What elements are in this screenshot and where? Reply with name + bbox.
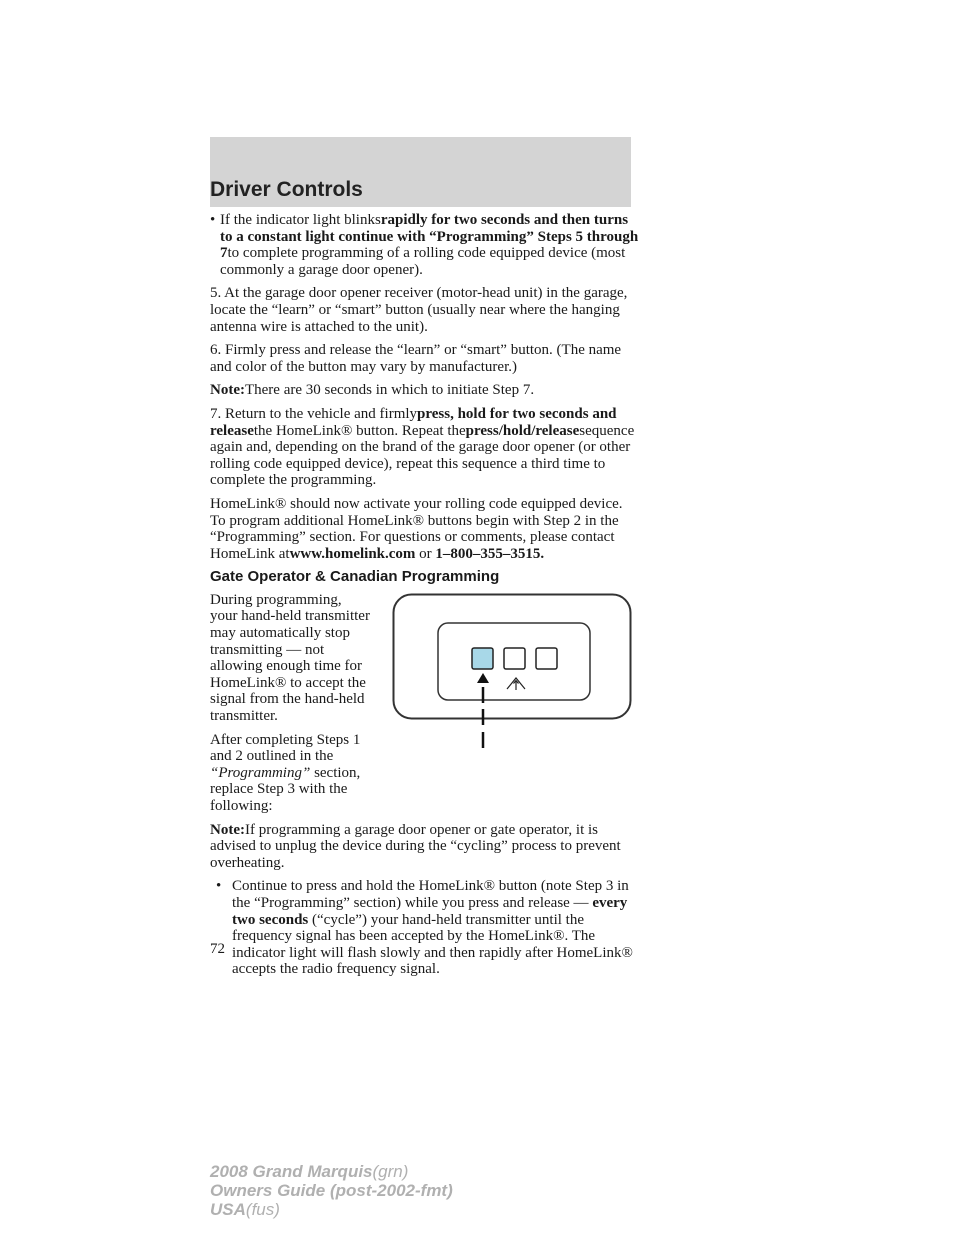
homelink-contact bbox=[210, 496, 640, 562]
bullet2-c: (“cycle”) your hand-held transmitter until the frequency signal has been accepted by the HomeLink®. The indicator light will flash slowly and then rapidly after HomeLink® accepts the radio frequency signal. bbox=[232, 911, 633, 978]
bullet-cycle bbox=[210, 878, 640, 978]
gate2-c: section, replace Step 3 with the following: bbox=[210, 764, 361, 814]
homelink-text: HomeLink® should now activate your rolling code equipped device. To program additional HomeLink® buttons begin with Step 2 in the “Programming” section. For questions or comments, please contact HomeLink at bbox=[210, 495, 623, 562]
homelink-panel-outline bbox=[438, 623, 590, 700]
gate2-b: “Programming” bbox=[210, 764, 311, 781]
footer-market-code: (fus) bbox=[245, 1200, 280, 1219]
note-30-seconds bbox=[210, 382, 640, 399]
step-6: 6. Firmly press and release the “learn” or “smart” button. (The name and color of the button may vary by manufacturer.) bbox=[210, 342, 622, 375]
step-5: 5. At the garage door opener receiver (motor-head unit) in the garage, locate the “learn” or “smart” button (usually near where the hanging antenna wire is attached to the unit). bbox=[210, 285, 628, 335]
homelink-or: or bbox=[419, 545, 432, 562]
gate-paragraph-1: During programming, your hand-held transmitter may automatically stop transmitting — not allowing enough time for HomeLink® to accept the signal from the hand-held transmitter. bbox=[210, 591, 370, 725]
bullet2-b: every two seconds bbox=[232, 894, 628, 928]
homelink-url: www.homelink.com bbox=[289, 545, 416, 562]
footer-line-3 bbox=[210, 1200, 453, 1219]
note-unplug bbox=[210, 822, 640, 872]
footer-line-2 bbox=[210, 1181, 453, 1200]
note1-text: There are 30 seconds in which to initiate Step 7. bbox=[244, 382, 535, 399]
step-7 bbox=[210, 406, 640, 489]
footer-line-1 bbox=[210, 1162, 453, 1181]
bullet-indicator-blinks bbox=[210, 212, 640, 278]
bullet2-a: Continue to press and hold the HomeLink® button (note Step 3 in the “Programming” section) while you press and release — bbox=[232, 878, 629, 911]
footer-model-code: (grn) bbox=[372, 1162, 409, 1181]
step7-b: press, hold for two seconds and release bbox=[210, 405, 617, 439]
homelink-diagram bbox=[392, 593, 632, 753]
page-number: 72 bbox=[210, 941, 225, 957]
bullet1-lead: If the indicator light blinks bbox=[220, 212, 381, 228]
gate2-a: After completing Steps 1 and 2 outlined in the bbox=[210, 731, 361, 765]
document-footer bbox=[210, 1162, 453, 1219]
footer-model: 2008 Grand Marquis bbox=[210, 1162, 373, 1181]
bullet1-bold: rapidly for two seconds and then turns to a constant light continue with “Programming” Steps 5 through 7 bbox=[220, 212, 639, 262]
step7-d: press/hold/release bbox=[465, 422, 580, 439]
step7-e: sequence again and, depending on the brand of the garage door opener (or other rolling code equipped device), repeat this sequence a third time to complete the programming. bbox=[210, 422, 635, 489]
house-icon bbox=[507, 678, 525, 690]
homelink-button-1 bbox=[472, 648, 493, 669]
note1-label: Note: bbox=[210, 382, 245, 399]
gate-paragraph-2 bbox=[210, 732, 370, 815]
step7-c: the HomeLink® button. Repeat the bbox=[253, 422, 466, 439]
note2-text: If programming a garage door opener or gate operator, it is advised to unplug the device during the “cycling” process to prevent overheating. bbox=[210, 821, 621, 871]
page-title: Driver Controls bbox=[210, 178, 363, 201]
bullet1-tail: to complete programming of a rolling code equipped device (most commonly a garage door opener). bbox=[220, 245, 626, 278]
footer-market: USA bbox=[210, 1200, 246, 1219]
note2-label: Note: bbox=[210, 821, 245, 838]
homelink-button-3 bbox=[536, 648, 557, 669]
homelink-button-2 bbox=[504, 648, 525, 669]
section-heading-gate: Gate Operator & Canadian Programming bbox=[210, 568, 500, 586]
step7-a: 7. Return to the vehicle and firmly bbox=[210, 405, 418, 422]
homelink-phone: 1–800–355–3515. bbox=[435, 545, 545, 562]
footer-guide: Owners Guide (post-2002-fmt) bbox=[210, 1181, 453, 1200]
arrow-up-icon bbox=[477, 673, 489, 683]
